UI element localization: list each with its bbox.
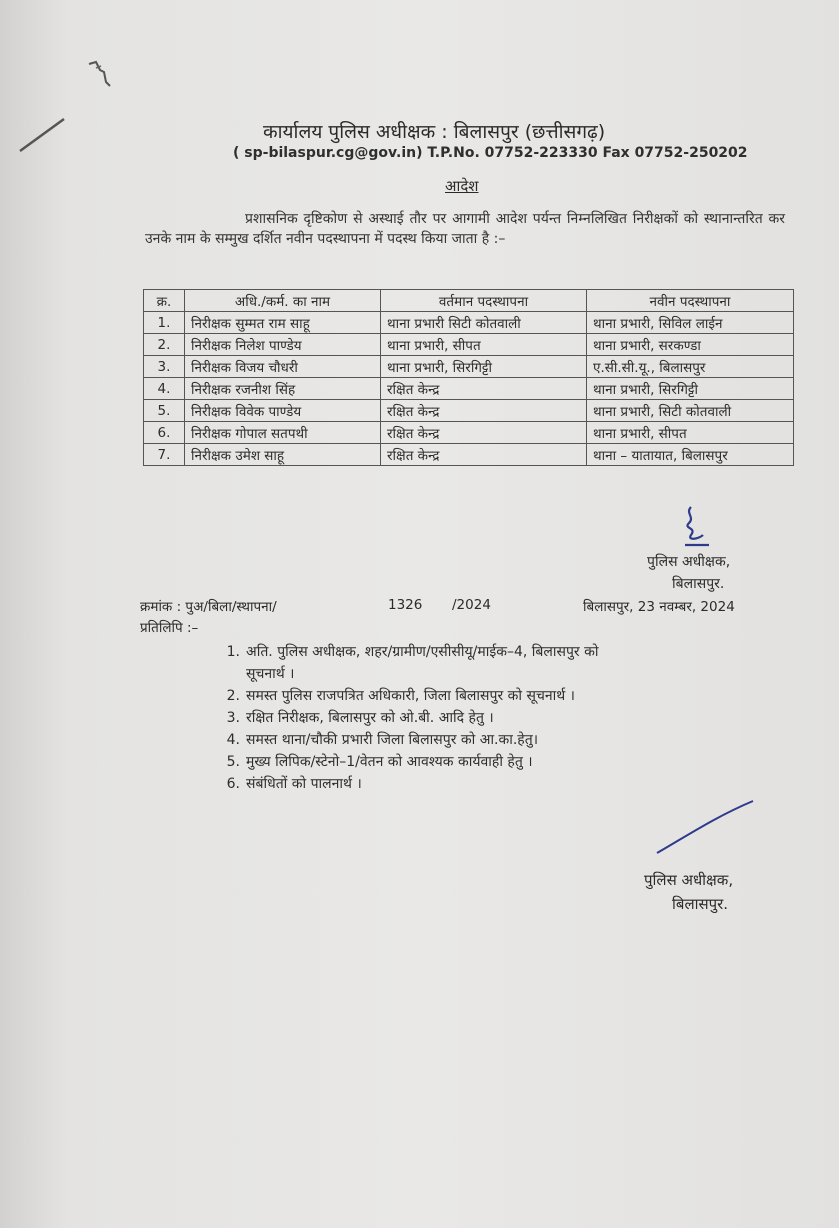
header-serial: क्र.: [144, 290, 185, 312]
table-row: [144, 378, 794, 400]
list-item: 1. अति. पुलिस अधीक्षक, शहर/ग्रामीण/एसीसीयू/माईक–4, बिलासपुर को सूचनार्थ ।: [226, 644, 599, 682]
header-new-posting: नवीन पदस्थापना: [587, 290, 794, 312]
cell-current-posting: थाना प्रभारी सिटी कोतवाली: [381, 312, 587, 334]
signatory-title: पुलिस अधीक्षक,: [647, 554, 731, 570]
cell-name: निरीक्षक उमेश साहू: [185, 444, 381, 466]
cell-serial: 4.: [144, 378, 185, 400]
reference-prefix: क्रमांक : पुअ/बिला/स्थापना/: [140, 599, 277, 615]
signature-stroke: [655, 797, 755, 857]
copy-label: प्रतिलिपि :–: [140, 620, 199, 636]
list-item: 6. संबंधितों को पालनार्थ ।: [226, 776, 362, 792]
header-current-posting: वर्तमान पदस्थापना: [381, 290, 587, 312]
cell-serial: 6.: [144, 422, 185, 444]
list-item: 3. रक्षित निरीक्षक, बिलासपुर को ओ.बी. आदि हेतु ।: [226, 710, 494, 726]
order-title: आदेश: [445, 177, 479, 195]
table-row: [144, 400, 794, 422]
cell-current-posting: रक्षित केन्द्र: [381, 422, 587, 444]
signatory-place: बिलासपुर.: [672, 895, 729, 913]
cell-name: निरीक्षक विजय चौधरी: [185, 356, 381, 378]
cell-serial: 7.: [144, 444, 185, 466]
cell-current-posting: रक्षित केन्द्र: [381, 400, 587, 422]
list-item: 5. मुख्य लिपिक/स्टेनो–1/वेतन को आवश्यक कार्यवाही हेतु ।: [226, 754, 533, 770]
cell-new-posting: थाना प्रभारी, सीपत: [587, 422, 794, 444]
intro-paragraph: [145, 209, 785, 249]
pen-mark: [18, 115, 68, 155]
cell-name: निरीक्षक रजनीश सिंह: [185, 378, 381, 400]
cell-serial: 3.: [144, 356, 185, 378]
copy-list: [206, 641, 786, 795]
table-row: [144, 334, 794, 356]
reference-year: /2024: [452, 597, 491, 613]
signatory-title: पुलिस अधीक्षक,: [644, 871, 734, 889]
cell-new-posting: थाना प्रभारी, सिरगिट्टी: [587, 378, 794, 400]
cell-new-posting: थाना प्रभारी, सरकण्डा: [587, 334, 794, 356]
pin-icon: [84, 58, 114, 90]
list-item: 2. समस्त पुलिस राजपत्रित अधिकारी, जिला बिलासपुर को सूचनार्थ ।: [226, 688, 575, 704]
cell-new-posting: थाना प्रभारी, सिटी कोतवाली: [587, 400, 794, 422]
office-heading: कार्यालय पुलिस अधीक्षक : बिलासपुर (छत्तीसगढ़): [263, 121, 606, 143]
table-header-row: [144, 290, 794, 312]
cell-current-posting: थाना प्रभारी, सीपत: [381, 334, 587, 356]
cell-new-posting: थाना – यातायात, बिलासपुर: [587, 444, 794, 466]
signature-mark: [677, 505, 717, 550]
cell-name: निरीक्षक निलेश पाण्डेय: [185, 334, 381, 356]
cell-serial: 2.: [144, 334, 185, 356]
cell-new-posting: ए.सी.सी.यू., बिलासपुर: [587, 356, 794, 378]
cell-name: निरीक्षक विवेक पाण्डेय: [185, 400, 381, 422]
contact-line: ( sp-bilaspur.cg@gov.in) T.P.No. 07752-223330 Fax 07752-250202: [233, 145, 748, 161]
table-row: [144, 356, 794, 378]
table-row: [144, 444, 794, 466]
cell-current-posting: रक्षित केन्द्र: [381, 378, 587, 400]
table-row: [144, 422, 794, 444]
cell-name: निरीक्षक सुम्मत राम साहू: [185, 312, 381, 334]
intro-text: प्रशासनिक दृष्टिकोण से अस्थाई तौर पर आगामी आदेश पर्यन्त निम्नलिखित निरीक्षकों को स्थानान्तरित कर उनके नाम के सम्मुख दर्शित नवीन पदस्थापना में पदस्थ किया जाता है :–: [145, 211, 785, 247]
cell-current-posting: थाना प्रभारी, सिरगिट्टी: [381, 356, 587, 378]
place-date: बिलासपुर, 23 नवम्बर, 2024: [583, 599, 735, 615]
reference-number: 1326: [388, 597, 423, 613]
cell-serial: 5.: [144, 400, 185, 422]
list-item: 4. समस्त थाना/चौकी प्रभारी जिला बिलासपुर को आ.का.हेतु।: [226, 732, 539, 748]
signatory-place: बिलासपुर.: [672, 576, 725, 592]
cell-name: निरीक्षक गोपाल सतपथी: [185, 422, 381, 444]
cell-serial: 1.: [144, 312, 185, 334]
header-name: अधि./कर्म. का नाम: [185, 290, 381, 312]
cell-new-posting: थाना प्रभारी, सिविल लाईन: [587, 312, 794, 334]
table-row: [144, 312, 794, 334]
cell-current-posting: रक्षित केन्द्र: [381, 444, 587, 466]
transfer-table: [143, 289, 794, 466]
